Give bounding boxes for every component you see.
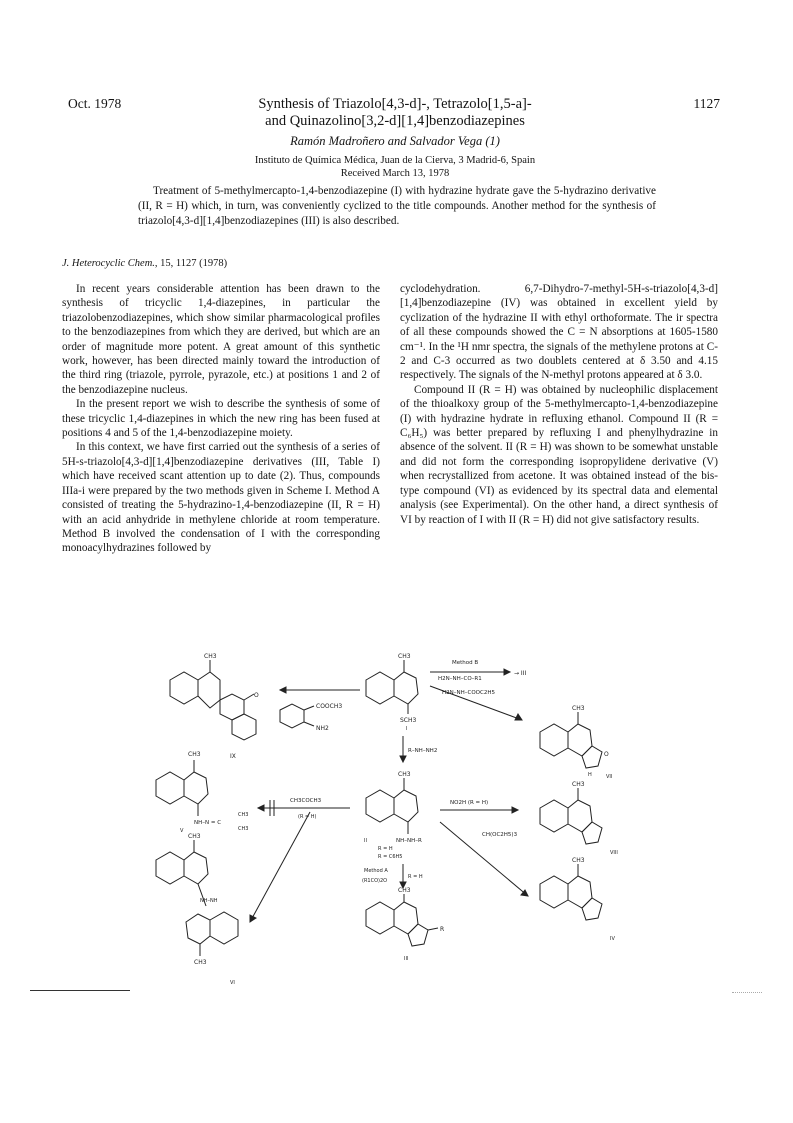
- compound-iv: [540, 857, 615, 942]
- i-sch3: SCH3: [400, 717, 417, 724]
- page-number: 1127: [693, 96, 720, 111]
- ix-ch3: CH3: [204, 653, 217, 660]
- i-ch3: CH3: [398, 653, 411, 660]
- nh2-label: NH2: [316, 725, 329, 732]
- reagent-methyl-anthranilate: [280, 703, 342, 732]
- v-ch3-bottom: CH3: [238, 826, 249, 832]
- arrowhead: [515, 714, 522, 720]
- nitrous-acid-reagent: NO2H (R = H): [450, 800, 489, 806]
- viii-label: VIII: [610, 850, 618, 856]
- arrowhead: [258, 805, 264, 811]
- carbazate-reagent: H2N–NH–COOC2H5: [442, 690, 495, 696]
- body-paragraph: In this context, we have first carried out the synthesis of a series of 5H-s-triazolo[4,3-d][1,4]benzodiazepine derivatives (III, Table I) which have received scant attention up to date (2). Thus, compounds IIIa-i were prepared by the two methods given in Scheme I. Method A consisted of treating the 5-hydrazino-1,4-benzodiazepine (II, R = H) with an acid anhydride in methylene chloride at room temperature. Method B involved the condensation of I with the corresponding monoacylhydrazines followed by: [62, 441, 380, 555]
- footnote-rule: [30, 990, 130, 991]
- arrowhead: [400, 756, 406, 762]
- cooch3-label: COOCH3: [316, 703, 343, 710]
- received-date: Received March 13, 1978: [340, 168, 450, 179]
- v-hydrazone: NH–N = C: [194, 820, 222, 826]
- compound-iii: [366, 887, 444, 962]
- citation: [62, 258, 227, 269]
- acetone-condition: (R = H): [298, 814, 317, 820]
- iii-label: III: [404, 956, 409, 962]
- method-b-reagent: H2N–NH–CO–R1: [438, 676, 482, 682]
- ii-ch3: CH3: [398, 771, 411, 778]
- method-a-condition: R = H: [408, 874, 423, 880]
- v-ch3: CH3: [188, 751, 201, 758]
- ii-label: II: [364, 838, 367, 844]
- ix-oxygen: O: [254, 692, 259, 699]
- body-paragraph: Compound II (R = H) was obtained by nucleophilic displacement of the thioalkoxy group of the 5-methylmercapto-1,4-benzodiazepine (I) with hydrazine hydrate in refluxing ethanol. Compound II (R = C₆H₅) was better prepared by refluxing I and phenylhydrazine in absence of the solvent. II (R = H) was shown to be somewhat unstable and did not form the corresponding isopropylidene derivative (V) when recrystallized from acetone. It was obtained instead of the bis-type compound (VI) as evidenced by its spectral data and elemental analysis (see Experimental). On the other hand, a direct synthesis of VI by reaction of I with II (R = H) did not give satisfactory results.: [400, 383, 718, 526]
- vi-ch3-top: CH3: [188, 833, 201, 840]
- body-right-column: [400, 282, 718, 527]
- arrowhead: [504, 669, 510, 675]
- reaction-scheme: [150, 650, 710, 990]
- iii-r: R: [440, 926, 445, 933]
- arrow-ii-to-vi: [250, 812, 310, 922]
- body-left-column: [62, 282, 380, 556]
- ix-label: IX: [230, 753, 236, 760]
- hydrazine-reagent: R–NH–NH2: [408, 748, 438, 754]
- iv-ch3: CH3: [572, 857, 585, 864]
- article-title-line1: Synthesis of Triazolo[4,3-d]-, Tetrazolo[1,5-a]-: [258, 96, 532, 112]
- i-label: I: [406, 726, 408, 732]
- vii-ch3: CH3: [572, 705, 585, 712]
- ii-r-c6h5: R = C6H5: [378, 854, 403, 860]
- compound-vi: [156, 833, 238, 986]
- orthoformate-reagent: CH(OC2H5)3: [482, 832, 518, 838]
- compound-viii: [540, 781, 618, 856]
- article-title-line2: and Quinazolino[3,2-d][1,4]benzodiazepines: [265, 113, 525, 129]
- abstract: Treatment of 5-methylmercapto-1,4-benzodiazepine (I) with hydrazine hydrate gave the 5-hydrazino derivative (II, R = H) which, in turn, was conveniently cyclized to the title compounds. Another method for the synthesis of triazolo[4,3-d][1,4]benzodiazepines (III) is also described.: [138, 185, 656, 227]
- compound-i: [366, 653, 418, 732]
- compound-v: [156, 751, 248, 834]
- compound-ix: [170, 653, 259, 760]
- institution: Instituto de Química Médica, Juan de la Cierva, 3 Madrid-6, Spain: [254, 155, 536, 166]
- ii-r-h: R = H: [378, 846, 393, 852]
- method-a-label: Method A: [364, 868, 388, 874]
- iv-label: IV: [610, 936, 615, 942]
- authors: Ramón Madroñero and Salvador Vega (1): [290, 134, 500, 148]
- compound-vii: [540, 705, 612, 780]
- vii-oxygen: O: [604, 751, 609, 758]
- vi-label: VI: [230, 980, 235, 986]
- v-label: V: [180, 828, 184, 834]
- arrowhead: [250, 915, 256, 922]
- v-ch3-top: CH3: [238, 812, 249, 818]
- arrowhead: [280, 687, 286, 693]
- body-paragraph: In the present report we wish to describe the synthesis of some of these tricyclic 1,4-diazepines in which the new ring has been fused at positions 4 and 5 of the 1,4-benzodiazepine moiety.: [62, 398, 380, 440]
- body-paragraph: In recent years considerable attention has been drawn to the synthesis of tricyclic 1,4-diazepines, in particular the triazolobenzodiazepines, which show similar pharmacological profiles to the benzodiazepines from which they are derived, but which are an order of magnitude more potent. A great amount of this synthetic work, however, has been directed mainly toward the introduction of the third ring (triazole, pyrrole, pyrazole, etc.) at positions 1 and 2 of the benzodiazepine nucleus.: [62, 283, 380, 396]
- method-b-label: Method B: [452, 660, 479, 666]
- ii-hydrazino: NH–NH–R: [396, 838, 422, 844]
- viii-ch3: CH3: [572, 781, 585, 788]
- acetone-reagent: CH3COCH3: [290, 798, 322, 804]
- vii-label: VII: [606, 774, 613, 780]
- footer-mark: [732, 992, 762, 994]
- arrowhead: [512, 807, 518, 813]
- iii-ch3: CH3: [398, 887, 411, 894]
- method-a-reagent: (R1CO)2O: [362, 878, 388, 884]
- vi-ch3-bottom: CH3: [194, 959, 207, 966]
- vi-bridge: NH–NH: [200, 898, 218, 904]
- to-iii-label: → III: [514, 670, 527, 677]
- vii-h: H: [588, 772, 592, 778]
- journal-name: J. Heterocyclic Chem.: [62, 258, 155, 269]
- compound-ii: [364, 771, 422, 860]
- affiliation: [150, 154, 640, 180]
- body-paragraph-continued: cyclodehydration. 6,7-Dihydro-7-methyl-5H-s-triazolo[4,3-d][1,4]benzodiazepine (IV) was obtained in excellent yield by cyclization of the hydrazine II with ethyl orthoformate. The ir spectra of all these compounds showed the C = N absorptions at 1605-1580 cm⁻¹. In the ¹H nmr spectra, the signals of the methylene protons at C-2 and C-3 occurred as two doublets centered at δ 3.50 and 4.15 respectively. The signals of the N-methyl protons appeared at δ 3.0.: [400, 283, 718, 382]
- citation-details: , 15, 1127 (1978): [154, 258, 228, 269]
- journal-date: Oct. 1978: [68, 96, 122, 111]
